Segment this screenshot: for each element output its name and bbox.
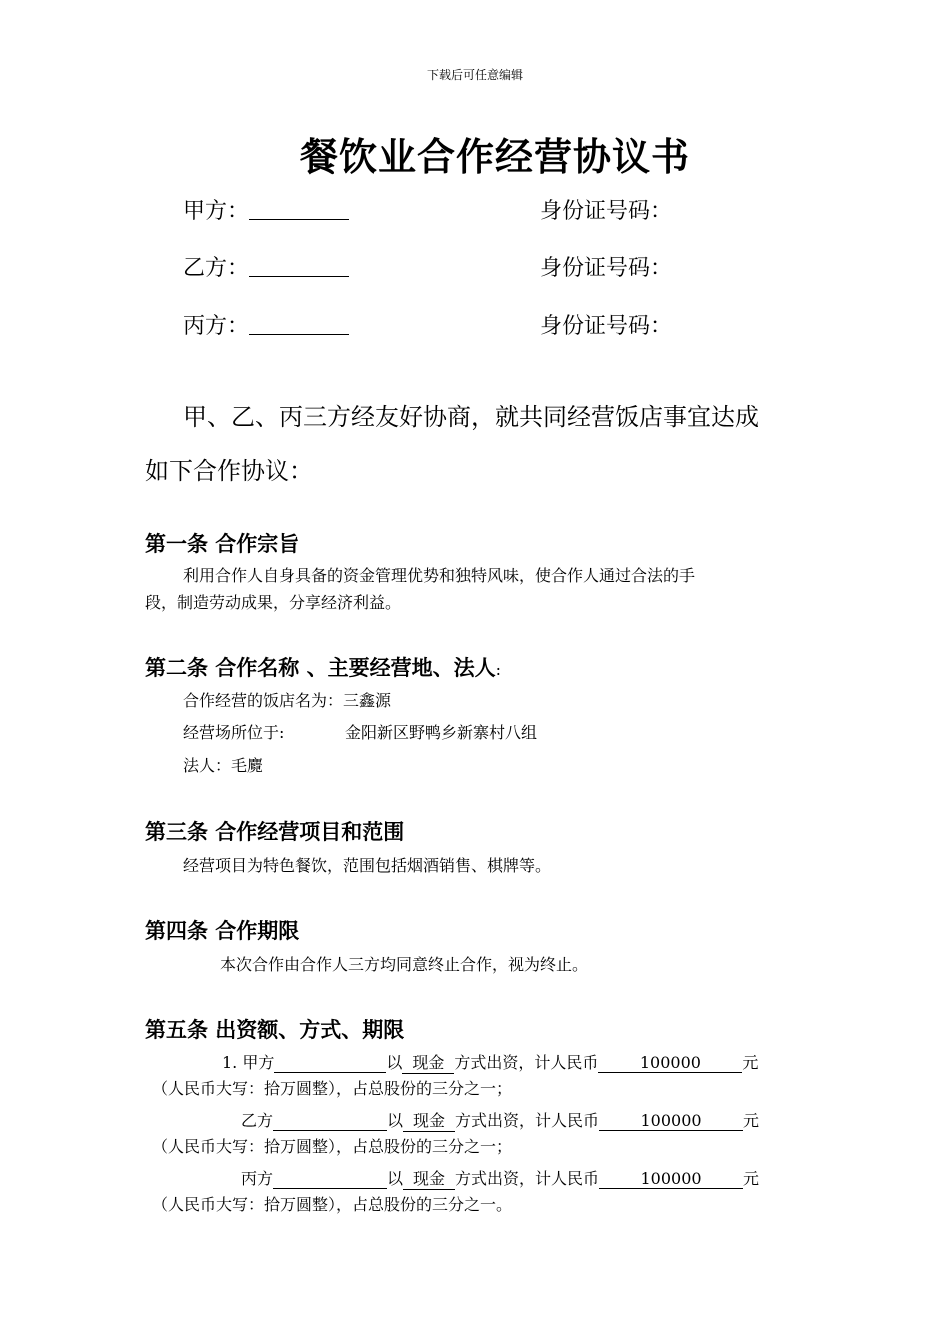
contribution-a-mid1: 以 [386, 1053, 403, 1072]
section-3-line-1: 经营项目为特色餐饮，范围包括烟酒销售、棋牌等。 [183, 856, 552, 875]
section-1-line-1: 利用合作人自身具备的资金管理优势和独特风味，使合作人通过合法的手 [183, 566, 696, 585]
party-c [183, 309, 349, 340]
contribution-a-method[interactable]: 现金 [402, 1050, 454, 1074]
party-a-name-blank[interactable] [249, 199, 349, 220]
section-4-line-1: 本次合作由合作人三方均同意终止合作，视为终止。 [220, 955, 589, 974]
contribution-b-name-blank[interactable] [273, 1111, 387, 1131]
contribution-c-party: 丙方 [241, 1169, 274, 1188]
contribution-a-mid2: 方式出资，计人民币 [454, 1053, 599, 1072]
party-b [183, 251, 349, 282]
section-2-line-3: 法人：毛麑 [183, 756, 264, 775]
section-4-heading: 第四条 合作期限 [145, 918, 300, 943]
contribution-b-line-2: （人民币大写：拾万圆整），占总股份的三分之一； [152, 1137, 513, 1156]
contribution-c-line-2: （人民币大写：拾万圆整），占总股份的三分之一。 [152, 1195, 513, 1214]
party-b-id-label: 身份证号码： [540, 256, 673, 281]
contribution-b-amount[interactable]: 100000 [599, 1111, 743, 1131]
section-3-heading: 第三条 合作经营项目和范围 [145, 819, 405, 844]
contribution-b-party: 乙方 [241, 1111, 274, 1130]
section-2-line-1: 合作经营的饭店名为：三鑫源 [183, 691, 392, 710]
section-2-heading [145, 652, 501, 682]
contribution-a-unit: 元 [742, 1053, 759, 1072]
contribution-b-row [241, 1108, 759, 1132]
document-title: 餐饮业合作经营协议书 [300, 134, 691, 179]
section-2-heading-text: 第二条 合作名称 、主要经营地、法人 [145, 655, 496, 680]
contribution-a-row [222, 1050, 758, 1074]
party-a-id-label: 身份证号码： [540, 199, 673, 224]
party-a [183, 194, 349, 225]
contribution-c-name-blank[interactable] [273, 1169, 387, 1189]
contribution-c-amount[interactable]: 100000 [599, 1169, 743, 1189]
contribution-b-mid1: 以 [387, 1111, 404, 1130]
contribution-b-method[interactable]: 现金 [403, 1108, 455, 1132]
contribution-c-mid2: 方式出资，计人民币 [455, 1169, 600, 1188]
contribution-c-row [241, 1166, 759, 1190]
section-1-heading: 第一条 合作宗旨 [145, 531, 300, 556]
contribution-a-amount[interactable]: 100000 [598, 1053, 742, 1073]
section-2-heading-suffix: : [495, 660, 502, 679]
section-1-line-2: 段，制造劳动成果，分享经济利益。 [145, 593, 402, 612]
section-2-line-2-value: 金阳新区野鸭乡新寨村八组 [345, 723, 538, 742]
party-c-name-blank[interactable] [249, 314, 349, 335]
party-c-label: 丙方： [183, 314, 250, 339]
contribution-a-name-blank[interactable] [274, 1053, 386, 1073]
header-note: 下载后可任意编辑 [426, 68, 523, 82]
party-c-id-label: 身份证号码： [540, 314, 673, 339]
contribution-c-method[interactable]: 现金 [403, 1166, 455, 1190]
intro-line-1: 甲、乙、丙三方经友好协商，就共同经营饭店事宜达成 [183, 403, 759, 431]
contribution-b-mid2: 方式出资，计人民币 [455, 1111, 600, 1130]
section-5-heading: 第五条 出资额、方式、期限 [145, 1017, 405, 1042]
party-b-name-blank[interactable] [249, 256, 349, 277]
intro-line-2: 如下合作协议： [145, 457, 313, 485]
contribution-c-mid1: 以 [387, 1169, 404, 1188]
section-2-line-2-label: 经营场所位于: [183, 723, 285, 742]
party-b-label: 乙方： [183, 256, 250, 281]
contribution-b-unit: 元 [743, 1111, 760, 1130]
contribution-c-unit: 元 [743, 1169, 760, 1188]
party-a-label: 甲方： [183, 199, 250, 224]
contribution-a-line-2: （人民币大写：拾万圆整），占总股份的三分之一； [152, 1079, 513, 1098]
contribution-a-party: 1. 甲方 [222, 1053, 275, 1072]
